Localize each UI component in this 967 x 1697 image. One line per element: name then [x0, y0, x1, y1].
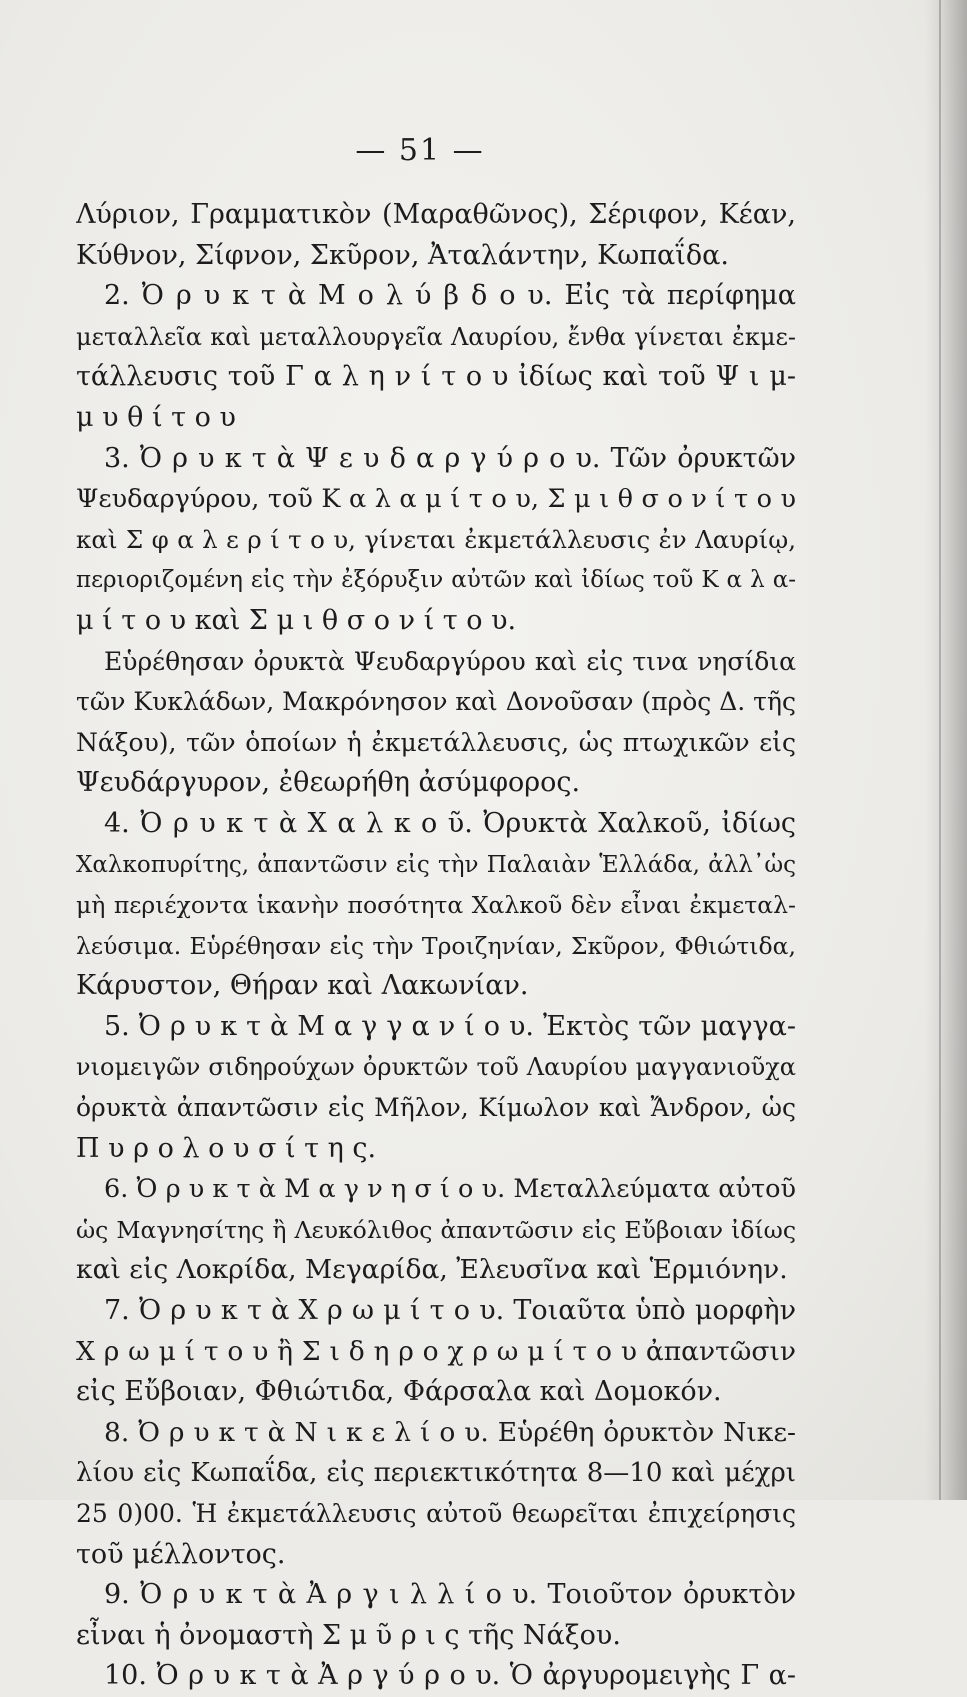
text-line: μεταλλεῖα καὶ μεταλλουργεῖα Λαυρίου, ἔνθα γίνεται ἐκμε-: [76, 322, 796, 351]
body-text: [76, 195, 796, 1697]
text-line: μὴ περιέχοντα ἱκανὴν ποσότητα Χαλκοῦ δὲν εἶναι ἐκμεταλ-: [76, 891, 796, 920]
text-line: 7. Ὀ ρ υ κ τ ὰ Χ ρ ω μ ί τ ο υ. Τοιαῦτα ὑπὸ μορφὴν: [104, 1295, 796, 1327]
text-line: λεύσιμα. Εὑρέθησαν εἰς τὴν Τροιζηνίαν, Σκῦρον, Φθιώτιδα,: [76, 931, 796, 960]
text-line: 5. Ὀ ρ υ κ τ ὰ Μ α γ γ α ν ί ο υ. Ἐκτὸς τῶν μαγγα-: [104, 1010, 796, 1042]
text-line: Π υ ρ ο λ ο υ σ ί τ η ς.: [76, 1132, 377, 1164]
page-edge-line: [939, 0, 941, 1500]
text-line: 10. Ὀ ρ υ κ τ ὰ Ἀ ρ γ ύ ρ ο υ. Ὁ ἀργυρομειγὴς Γ α-: [104, 1660, 796, 1692]
text-line: Χ ρ ω μ ί τ ο υ ἢ Σ ι δ η ρ ο χ ρ ω μ ί τ ο υ ἀπαντῶσιν: [76, 1335, 796, 1367]
text-line: καὶ Σ φ α λ ε ρ ί τ ο υ, γίνεται ἐκμετάλλευσις ἐν Λαυρίῳ,: [76, 524, 796, 554]
text-line: Νάξου), τῶν ὁποίων ἡ ἐκμετάλλευσις, ὡς πτωχικῶν εἰς: [76, 727, 796, 757]
text-line: Κύθνον, Σίφνον, Σκῦρον, Ἀταλάντην, Κωπαΐδα.: [76, 239, 729, 271]
text-line: Κάρυστον, Θήραν καὶ Λακωνίαν.: [76, 970, 529, 1002]
text-line: τάλλευσις τοῦ Γ α λ η ν ί τ ο υ ἰδίως καὶ τοῦ Ψ ι μ-: [76, 361, 796, 393]
text-line: εἶναι ἡ ὀνομαστὴ Σ μ ῦ ρ ι ς τῆς Νάξου.: [76, 1619, 621, 1651]
text-line: λίου εἰς Κωπαΐδα, εἰς περιεκτικότητα 8—10 καὶ μέχρι: [76, 1458, 796, 1489]
text-line: Ψευδάργυρον, ἐθεωρήθη ἀσύμφορος.: [76, 767, 581, 799]
text-line: μ υ θ ί τ ο υ: [76, 401, 236, 433]
text-line: εἰς Εὔβοιαν, Φθιώτιδα, Φάρσαλα καὶ Δομοκόν.: [76, 1376, 722, 1408]
text-line: νιομειγῶν σιδηρούχων ὀρυκτῶν τοῦ Λαυρίου μαγγανιοῦχα: [76, 1053, 796, 1082]
text-line: Ψευδαργύρου, τοῦ Κ α λ α μ ί τ ο υ, Σ μ ι θ σ ο ν ί τ ο υ: [76, 484, 796, 515]
text-line: 9. Ὀ ρ υ κ τ ὰ Ἀ ρ γ ι λ λ ί ο υ. Τοιοῦτον ὀρυκτὸν: [104, 1579, 796, 1611]
text-line: ὀρυκτὰ ἀπαντῶσιν εἰς Μῆλον, Κίμωλον καὶ Ἄνδρον, ὡς: [76, 1093, 796, 1123]
text-line: 2. Ὀ ρ υ κ τ ὰ Μ ο λ ύ β δ ο υ. Εἰς τὰ περίφημα: [104, 280, 796, 312]
page-number: — 51 —: [355, 133, 485, 168]
text-line: καὶ εἰς Λοκρίδα, Μεγαρίδα, Ἐλευσῖνα καὶ Ἑρμιόνην.: [76, 1254, 788, 1286]
text-line: μ ί τ ο υ καὶ Σ μ ι θ σ ο ν ί τ ο υ.: [76, 604, 517, 636]
text-line: 3. Ὀ ρ υ κ τ ὰ Ψ ε υ δ α ρ γ ύ ρ ο υ. Τῶν ὀρυκτῶν: [104, 442, 796, 474]
text-line: ὡς Μαγνησίτης ἢ Λευκόλιθος ἀπαντῶσιν εἰς Εὔβοιαν ἰδίως: [76, 1215, 796, 1244]
text-line: 25 0)00. Ἡ ἐκμετάλλευσις αὐτοῦ θεωρεῖται ἐπιχείρησις: [76, 1499, 796, 1528]
page-binding-shadow: [925, 0, 967, 1500]
text-line: 8. Ὀ ρ υ κ τ ὰ Ν ι κ ε λ ί ο υ. Εὑρέθη ὀρυκτὸν Νικε-: [104, 1416, 796, 1448]
text-line: τῶν Κυκλάδων, Μακρόνησον καὶ Δονοῦσαν (πρὸς Δ. τῆς: [76, 687, 796, 717]
text-line: 6. Ὀ ρ υ κ τ ὰ Μ α γ ν η σ ί ο υ. Μεταλλεύματα αὐτοῦ: [104, 1174, 796, 1205]
text-line: Χαλκοπυρίτης, ἀπαντῶσιν εἰς τὴν Παλαιὰν Ἑλλάδα, ἀλλ᾽ὡς: [76, 851, 796, 878]
text-line: τοῦ μέλλοντος.: [76, 1538, 286, 1570]
text-line: περιοριζομένη εἰς τὴν ἐξόρυξιν αὐτῶν καὶ ἰδίως τοῦ Κ α λ α-: [76, 567, 796, 594]
text-line: 4. Ὀ ρ υ κ τ ὰ Χ α λ κ ο ῦ. Ὀρυκτὰ Χαλκοῦ, ἰδίως: [104, 807, 796, 839]
text-line: Εὑρέθησαν ὀρυκτὰ Ψευδαργύρου καὶ εἰς τινα νησίδια: [104, 646, 796, 676]
text-line: Λύριον, Γραμματικὸν (Μαραθῶνος), Σέριφον, Κέαν,: [76, 199, 796, 230]
